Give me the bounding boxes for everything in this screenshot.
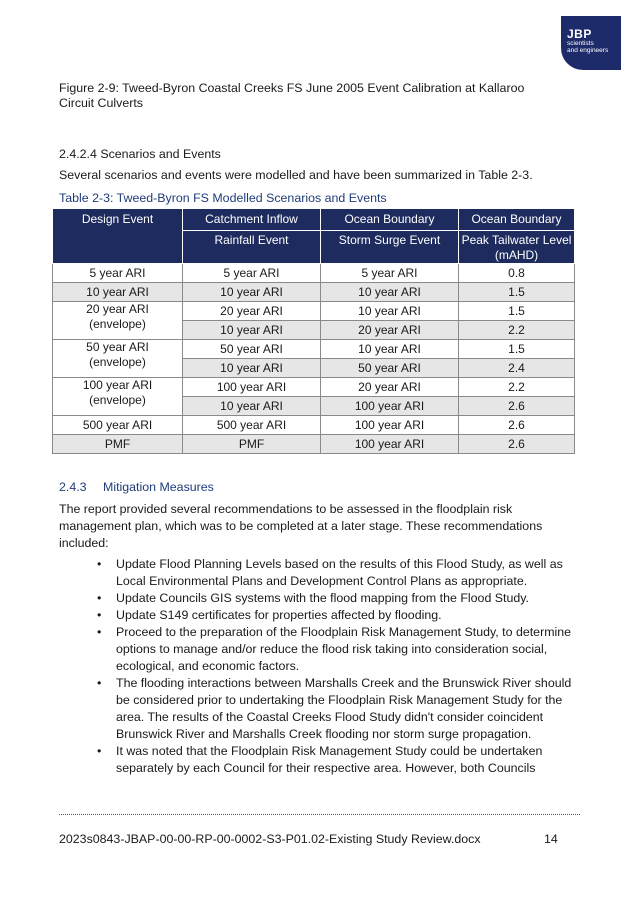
cell-storm-surge-event: 10 year ARI bbox=[321, 340, 459, 359]
cell-rainfall-event: 10 year ARI bbox=[183, 283, 321, 302]
footer-divider bbox=[59, 814, 580, 815]
header-ocean-boundary-level: Ocean Boundary bbox=[459, 209, 575, 231]
cell-storm-surge-event: 10 year ARI bbox=[321, 283, 459, 302]
page-number: 14 bbox=[544, 832, 558, 846]
cell-rainfall-event: 10 year ARI bbox=[183, 321, 321, 340]
list-item bbox=[59, 743, 579, 777]
table-row bbox=[53, 264, 575, 283]
cell-rainfall-event: 5 year ARI bbox=[183, 264, 321, 283]
cell-peak-tailwater-level: 2.6 bbox=[459, 416, 575, 435]
cell-design-event: 10 year ARI bbox=[53, 283, 183, 302]
cell-storm-surge-event: 50 year ARI bbox=[321, 359, 459, 378]
table-header-row bbox=[53, 209, 575, 231]
section-paragraph: Several scenarios and events were modelled and have been summarized in Table 2-3. bbox=[59, 168, 533, 182]
list-item bbox=[59, 675, 579, 743]
cell-storm-surge-event: 20 year ARI bbox=[321, 321, 459, 340]
cell-peak-tailwater-level: 2.4 bbox=[459, 359, 575, 378]
subheader-peak-tailwater-level: Peak Tailwater Level (mAHD) bbox=[459, 231, 575, 264]
table-row bbox=[53, 416, 575, 435]
mitigation-title: Mitigation Measures bbox=[103, 480, 214, 494]
header-design-event: Design Event bbox=[53, 209, 183, 264]
cell-storm-surge-event: 100 year ARI bbox=[321, 435, 459, 454]
list-item bbox=[59, 556, 579, 590]
table-row bbox=[53, 340, 575, 359]
figure-caption: Figure 2-9: Tweed-Byron Coastal Creeks FS June 2005 Event Calibration at Kallaroo Circuit Culverts bbox=[59, 81, 525, 110]
cell-peak-tailwater-level: 2.6 bbox=[459, 435, 575, 454]
subheader-storm-surge-event: Storm Surge Event bbox=[321, 231, 459, 264]
list-item-text: Update S149 certificates for properties affected by flooding. bbox=[116, 608, 442, 622]
list-item bbox=[59, 624, 579, 675]
recommendations-list bbox=[59, 556, 579, 777]
bullet-icon: • bbox=[97, 625, 102, 639]
section-heading: 2.4.2.4 Scenarios and Events bbox=[59, 147, 221, 161]
table-title: Table 2-3: Tweed-Byron FS Modelled Scenarios and Events bbox=[59, 191, 387, 205]
list-item-text: It was noted that the Floodplain Risk Management Study could be undertaken separately by each Council for their respective area. However, both Councils bbox=[116, 744, 543, 775]
list-item-text: Proceed to the preparation of the Floodplain Risk Management Study, to determine options to manage and/or reduce the flood risk taking into consideration social, ecological, and economic factors. bbox=[116, 625, 572, 673]
cell-rainfall-event: 10 year ARI bbox=[183, 397, 321, 416]
cell-storm-surge-event: 10 year ARI bbox=[321, 302, 459, 321]
cell-peak-tailwater-level: 1.5 bbox=[459, 302, 575, 321]
list-item bbox=[59, 607, 579, 624]
cell-design-event: 5 year ARI bbox=[53, 264, 183, 283]
cell-rainfall-event: 500 year ARI bbox=[183, 416, 321, 435]
cell-rainfall-event: 100 year ARI bbox=[183, 378, 321, 397]
table-row bbox=[53, 378, 575, 397]
cell-design-event: 20 year ARI (envelope) bbox=[53, 302, 183, 340]
cell-design-event: 50 year ARI (envelope) bbox=[53, 340, 183, 378]
table-row bbox=[53, 302, 575, 321]
cell-storm-surge-event: 20 year ARI bbox=[321, 378, 459, 397]
footer-filename: 2023s0843-JBAP-00-00-RP-00-0002-S3-P01.02-Existing Study Review.docx bbox=[59, 832, 481, 846]
company-logo bbox=[561, 16, 621, 70]
cell-peak-tailwater-level: 2.2 bbox=[459, 321, 575, 340]
list-item bbox=[59, 590, 579, 607]
bullet-icon: • bbox=[97, 557, 102, 571]
mitigation-number: 2.4.3 bbox=[59, 480, 87, 494]
list-item-text: Update Councils GIS systems with the flood mapping from the Flood Study. bbox=[116, 591, 529, 605]
header-ocean-boundary-surge: Ocean Boundary bbox=[321, 209, 459, 231]
cell-peak-tailwater-level: 2.6 bbox=[459, 397, 575, 416]
bullet-icon: • bbox=[97, 608, 102, 622]
bullet-icon: • bbox=[97, 591, 102, 605]
cell-storm-surge-event: 100 year ARI bbox=[321, 397, 459, 416]
cell-rainfall-event: 10 year ARI bbox=[183, 359, 321, 378]
list-item-text: The flooding interactions between Marshalls Creek and the Brunswick River should be considered prior to undertaking the Floodplain Risk Management Study for the area. The results of the Coastal Creeks Flood Study didn't consider coincident Brunswick River and Marshalls Creek flooding nor storm surge propagation. bbox=[116, 676, 572, 741]
mitigation-heading bbox=[59, 480, 214, 495]
mitigation-intro: The report provided several recommendations to be assessed in the floodplain risk management plan, which was to be completed at a later stage. These recommendations included: bbox=[59, 502, 543, 550]
cell-design-event: 500 year ARI bbox=[53, 416, 183, 435]
cell-rainfall-event: 50 year ARI bbox=[183, 340, 321, 359]
cell-rainfall-event: PMF bbox=[183, 435, 321, 454]
table-row bbox=[53, 435, 575, 454]
table-row bbox=[53, 283, 575, 302]
cell-peak-tailwater-level: 1.5 bbox=[459, 283, 575, 302]
bullet-icon: • bbox=[97, 744, 102, 758]
logo-subtitle-line2: and engineers bbox=[567, 47, 609, 54]
bullet-icon: • bbox=[97, 676, 102, 690]
list-item-text: Update Flood Planning Levels based on the results of this Flood Study, as well as Local Environmental Plans and Development Control Plans as appropriate. bbox=[116, 557, 563, 588]
subheader-rainfall-event: Rainfall Event bbox=[183, 231, 321, 264]
scenarios-table bbox=[52, 208, 575, 454]
cell-rainfall-event: 20 year ARI bbox=[183, 302, 321, 321]
cell-design-event: PMF bbox=[53, 435, 183, 454]
header-catchment-inflow: Catchment Inflow bbox=[183, 209, 321, 231]
logo-subtitle-line1: scientists bbox=[567, 40, 594, 47]
cell-design-event: 100 year ARI (envelope) bbox=[53, 378, 183, 416]
logo-title: JBP bbox=[567, 27, 592, 41]
cell-storm-surge-event: 5 year ARI bbox=[321, 264, 459, 283]
cell-peak-tailwater-level: 0.8 bbox=[459, 264, 575, 283]
cell-peak-tailwater-level: 1.5 bbox=[459, 340, 575, 359]
cell-storm-surge-event: 100 year ARI bbox=[321, 416, 459, 435]
cell-peak-tailwater-level: 2.2 bbox=[459, 378, 575, 397]
